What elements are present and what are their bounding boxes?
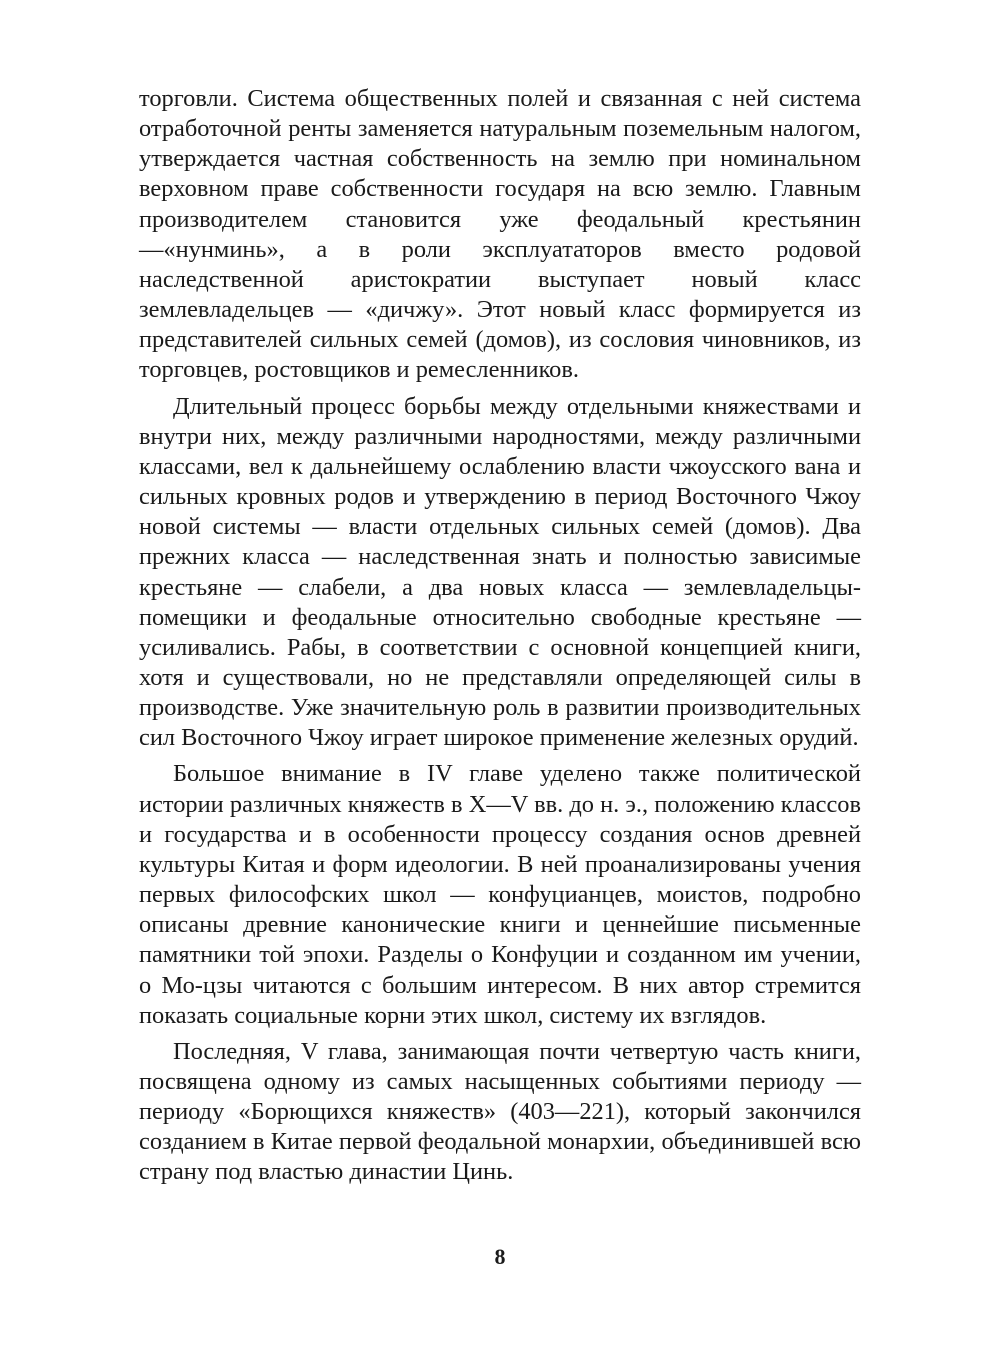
paragraph-3: Большое внимание в IV главе уделено также политической истории различных княжеств в X—V вв. до н. э., положению классов и государства и в особенности процессу создания основ древней культуры Китая и форм идеологии. В ней проанализированы учения первых философских школ — конфуцианцев, моистов, подробно описаны древние канонические книги и ценнейшие письменные памятники той эпохи. Разделы о Конфуции и созданном им учении, о Мо-цзы читаются с большим интересом. В них автор стремится показать социальные корни этих школ, систему их взглядов.	[139, 760, 861, 1029]
paragraph-1: торговли. Система общественных полей и связанная с ней система отработочной ренты заменяется натуральным поземельным налогом, утверждается частная собственность на землю при номинальном верховном праве собственности государя на всю землю. Главным производителем становится уже феодальный крестьянин —«нунминь», а в роли эксплуататоров вместо родовой наследственной аристократии выступает новый класс землевладельцев — «дичжу». Этот новый класс формируется из представителей сильных семей (домов), из сословия чиновников, из торговцев, ростовщиков и ремесленников.	[139, 85, 861, 384]
page-body	[139, 84, 861, 1188]
page-number: 8	[494, 1244, 506, 1269]
paragraph-2: Длительный процесс борьбы между отдельными княжествами и внутри них, между различными народностями, между различными классами, вел к дальнейшему ослаблению власти чжоусского вана и сильных кровных родов и утверждению в период Восточного Чжоу новой системы — власти отдельных сильных семей (домов). Два прежних класса — наследственная знать и полностью зависимые крестьяне — слабели, а два новых класса — землевладельцы-помещики и феодальные относительно свободные крестьяне — усиливались. Рабы, в соответствии с основной концепцией книги, хотя и существовали, но не представляли определяющей силы в производстве. Уже значительную роль в развитии производительных сил Восточного Чжоу играет широкое применение железных орудий.	[139, 392, 861, 752]
paragraph-4: Последняя, V глава, занимающая почти четвертую часть книги, посвящена одному из самых насыщенных событиями периоду — периоду «Борющихся княжеств» (403—221), который закончился созданием в Китае первой феодальной монархии, объединившей всю страну под властью династии Цинь.	[139, 1037, 861, 1186]
